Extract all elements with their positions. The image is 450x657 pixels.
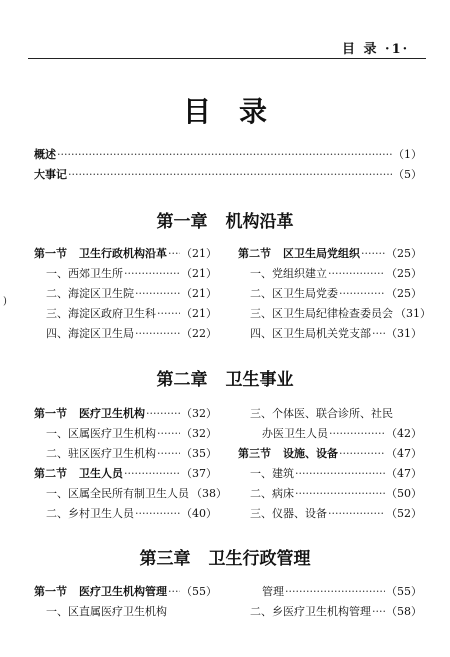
toc-entry-page: （35） [181,447,217,460]
toc-entry-label: 四、区卫生局机关党支部 [250,327,371,340]
leader-dots [295,487,385,501]
toc-entry[interactable] [46,447,217,461]
toc-entry-page: （58） [386,605,422,618]
section-title: 医疗卫生机构管理 [79,585,167,598]
chapter-title: 卫生行政管理 [208,549,311,569]
leader-dots [285,585,385,599]
toc-entry-label: 二、区卫生局党委 [250,287,338,300]
leader-dots [295,467,385,481]
toc-entry-chronicle[interactable] [34,168,422,182]
toc-entry-page: （21） [181,247,217,260]
toc-entry[interactable] [250,605,422,619]
toc-entry[interactable] [46,307,217,321]
toc-section[interactable] [34,247,217,261]
toc-entry-label: 四、海淀区卫生局 [46,327,134,340]
toc-entry-page: （50） [386,487,422,500]
toc-entry-page: （52） [386,507,422,520]
toc-entry[interactable] [250,307,431,321]
chapter-heading-2[interactable] [0,365,450,390]
leader-dots [328,267,385,281]
leader-dots [372,327,385,341]
toc-entry-label: 一、建筑 [250,467,294,480]
toc-entry-label: 大事记 [34,168,67,181]
toc-entry-page: （31） [386,327,422,340]
leader-dots [146,407,180,421]
toc-entry[interactable] [46,427,217,441]
toc-entry-label: 二、病床 [250,487,294,500]
section-title: 卫生人员 [79,467,123,480]
toc-entry-page: （25） [386,267,422,280]
toc-entry-label: 二、乡医疗卫生机构管理 [250,605,371,618]
leader-dots [157,427,180,441]
toc-entry-label: 二、海淀区卫生院 [46,287,134,300]
chapter-number: 第三章 [139,549,191,569]
toc-entry-page: （32） [181,427,217,440]
leader-dots [135,507,180,521]
toc-entry-page: （21） [181,287,217,300]
leader-dots [329,427,385,441]
section-title: 医疗卫生机构 [79,407,145,420]
section-number: 第二节 [238,247,271,260]
page-title: 目录 [182,95,295,128]
toc-entry-label: 三、仪器、设备 [250,507,327,520]
leader-dots [68,168,392,182]
header-rule [28,58,426,59]
leader-dots [339,447,385,461]
leader-dots [339,287,385,301]
toc-entry-label: 二、乡村卫生人员 [46,507,134,520]
chapter-title: 卫生事业 [225,370,294,390]
leader-dots [361,247,385,261]
leader-dots [328,507,385,521]
section-title: 设施、设备 [283,447,338,460]
toc-section[interactable] [34,407,217,421]
toc-entry-page: （55） [386,585,422,598]
toc-entry-page: （38） [191,487,227,500]
toc-section[interactable] [34,585,217,599]
toc-entry[interactable] [46,487,227,501]
toc-entry-label: 概述 [34,148,56,161]
toc-entry[interactable] [46,267,217,281]
toc-entry-overview[interactable] [34,148,422,162]
leader-dots [157,307,180,321]
toc-entry-continuation[interactable] [262,585,422,599]
toc-entry-page: （32） [181,407,217,420]
toc-entry[interactable] [46,287,217,301]
toc-entry[interactable] [250,267,422,281]
toc-entry-label: 三、海淀区政府卫生科 [46,307,156,320]
toc-entry-label: 一、区属医疗卫生机构 [46,427,156,440]
section-title: 区卫生局党组织 [283,247,360,260]
leader-dots [124,467,180,481]
chapter-heading-1[interactable] [0,207,450,232]
toc-entry[interactable] [46,507,217,521]
leader-dots [157,447,180,461]
toc-entry-page: （22） [181,327,217,340]
toc-entry-label: 办医卫生人员 [262,427,328,440]
toc-entry-page: （25） [386,247,422,260]
chapter-heading-3[interactable] [0,544,450,569]
toc-entry-page: （21） [181,267,217,280]
toc-entry-page: （55） [181,585,217,598]
toc-entry-first-line[interactable]: 三、个体医、联合诊所、社民 [250,407,393,420]
toc-entry[interactable] [250,327,422,341]
toc-entry-label: 一、党组织建立 [250,267,327,280]
running-head: 目 录 ·1· [342,42,410,57]
toc-entry-page: （40） [181,507,217,520]
leader-dots [124,267,180,281]
leader-dots [57,148,392,162]
chapter-number: 第二章 [156,370,208,390]
section-number: 第一节 [34,247,67,260]
toc-entry-label: 二、驻区医疗卫生机构 [46,447,156,460]
toc-entry[interactable] [250,487,422,501]
leader-dots [168,585,180,599]
toc-section[interactable] [238,447,422,461]
toc-entry-first-line[interactable]: 一、区直属医疗卫生机构 [46,605,167,618]
toc-entry-page: （25） [386,287,422,300]
chapter-number: 第一章 [156,212,208,232]
toc-entry[interactable] [46,327,217,341]
toc-entry-label: 管理 [262,585,284,598]
toc-entry[interactable] [250,287,422,301]
chapter-title: 机构沿革 [225,212,294,232]
leader-dots [168,247,180,261]
toc-entry[interactable] [250,467,422,481]
leader-dots [372,605,385,619]
toc-entry-page: （42） [386,427,422,440]
toc-entry-continuation[interactable] [262,427,422,441]
toc-entry-page: （37） [181,467,217,480]
toc-entry-page: （47） [386,447,422,460]
toc-entry-page: （5） [393,168,422,181]
leader-dots [135,287,180,301]
toc-section[interactable] [34,467,217,481]
section-title: 卫生行政机构沿革 [79,247,167,260]
toc-entry-label: 三、区卫生局纪律检查委员会 [250,307,393,320]
section-number: 第二节 [34,467,67,480]
section-number: 第一节 [34,585,67,598]
section-number: 第三节 [238,447,271,460]
toc-entry-label: 一、西郊卫生所 [46,267,123,280]
leader-dots [135,327,180,341]
margin-mark: ) [3,296,7,307]
toc-entry[interactable] [250,507,422,521]
toc-entry-label: 一、区属全民所有制卫生人员 [46,487,189,500]
toc-entry-page: （47） [386,467,422,480]
toc-entry-page: （31） [395,307,431,320]
section-number: 第一节 [34,407,67,420]
toc-section[interactable] [238,247,422,261]
toc-entry-page: （21） [181,307,217,320]
toc-entry-page: （1） [393,148,422,161]
